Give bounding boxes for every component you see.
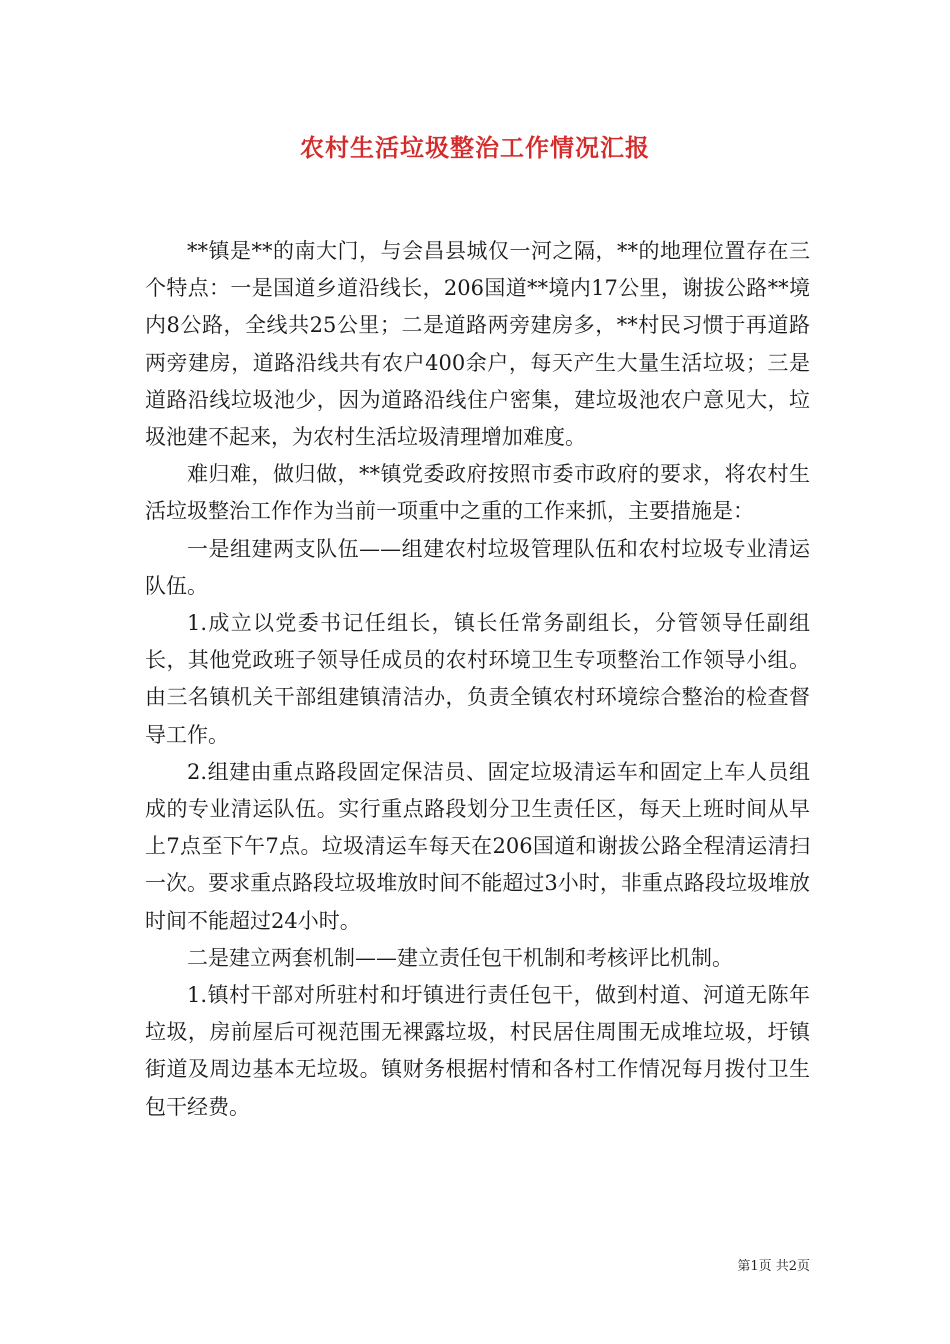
document-title: 农村生活垃圾整治工作情况汇报 xyxy=(300,133,650,162)
page-number-footer: 第1页 共2页 xyxy=(737,1259,810,1274)
paragraph: 1.镇村干部对所驻村和圩镇进行责任包干，做到村道、河道无陈年垃圾，房前屋后可视范围无裸露垃圾，村民居住周围无成堆垃圾，圩镇街道及周边基本无垃圾。镇财务根据村情和各村工作情况每月拨付卫生包干经费。 xyxy=(145,983,810,1119)
paragraph: 一是组建两支队伍——组建农村垃圾管理队伍和农村垃圾专业清运队伍。 xyxy=(145,536,810,598)
paragraph: 难归难，做归做，**镇党委政府按照市委市政府的要求，将农村生活垃圾整治工作作为当前一项重中之重的工作来抓，主要措施是： xyxy=(145,462,810,524)
paragraph: 1.成立以党委书记任组长，镇长任常务副组长，分管领导任副组长，其他党政班子领导任成员的农村环境卫生专项整治工作领导小组。由三名镇机关干部组建镇清洁办，负责全镇农村环境综合整治的检查督导工作。 xyxy=(145,611,810,747)
document-body xyxy=(145,233,810,1126)
paragraph: **镇是**的南大门，与会昌县城仅一河之隔，**的地理位置存在三个特点：一是国道乡道沿线长，206国道**境内17公里，谢拔公路**境内8公路，全线共25公里；二是道路两旁建房多，**村民习惯于再道路两旁建房，道路沿线共有农户400余户，每天产生大量生活垃圾；三是道路沿线垃圾池少，因为道路沿线住户密集，建垃圾池农户意见大，垃圾池建不起来，为农村生活垃圾清理增加难度。 xyxy=(145,239,810,450)
paragraph: 二是建立两套机制——建立责任包干机制和考核评比机制。 xyxy=(187,945,733,970)
paragraph: 2.组建由重点路段固定保洁员、固定垃圾清运车和固定上车人员组成的专业清运队伍。实行重点路段划分卫生责任区，每天上班时间从早上7点至下午7点。垃圾清运车每天在206国道和谢拔公路全程清运清扫一次。要求重点路段垃圾堆放时间不能超过3小时，非重点路段垃圾堆放时间不能超过24小时。 xyxy=(145,759,810,933)
